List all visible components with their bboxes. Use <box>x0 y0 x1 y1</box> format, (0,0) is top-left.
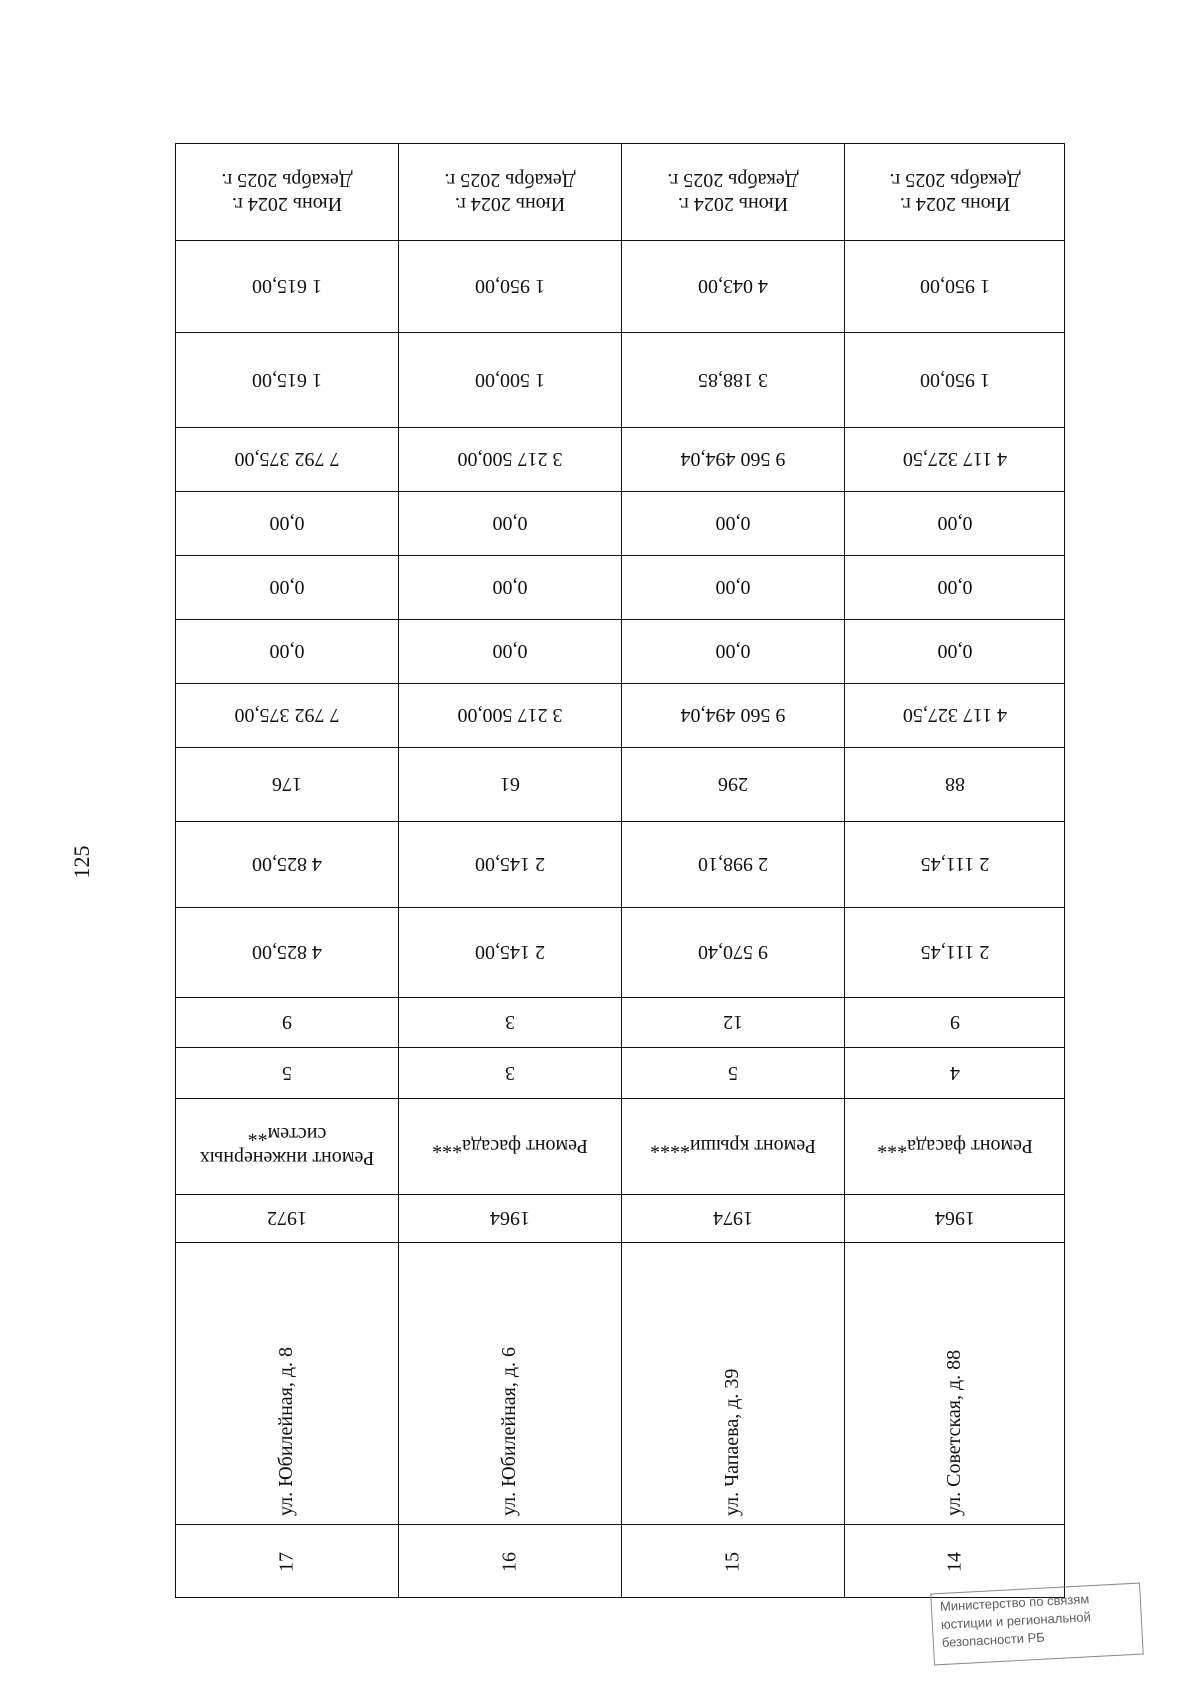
cell-period <box>667 168 798 216</box>
cell-c3: 176 <box>272 773 302 795</box>
cell-entrances: 3 <box>504 1011 515 1033</box>
work-type-line: Ремонт фасада*** <box>431 1135 588 1157</box>
cell-c6: 0,00 <box>269 576 305 598</box>
cell-address: ул. Юбилейная, д. 8 <box>275 1346 297 1516</box>
cell-address: ул. Советская, д. 88 <box>943 1349 965 1516</box>
cell-floors: 5 <box>727 1061 738 1084</box>
cell-work-type <box>877 1134 1033 1158</box>
cell-c6: 0,00 <box>937 576 973 598</box>
cell-entrances: 9 <box>282 1011 292 1033</box>
cell-c5: 0,00 <box>715 640 750 662</box>
period-end: Декабрь 2025 г. <box>889 169 1021 191</box>
cell-row-number: 17 <box>275 1551 298 1572</box>
cell-c10: 1 950,00 <box>920 275 990 297</box>
cell-c3: 61 <box>499 773 520 795</box>
cell-period <box>444 168 575 216</box>
cell-entrances: 9 <box>950 1011 960 1033</box>
cell-c10: 1 615,00 <box>252 275 322 297</box>
cell-c8: 9 560 494,04 <box>680 448 785 470</box>
cell-address: ул. Чапаева, д. 39 <box>720 1368 743 1516</box>
table-row-divider <box>176 619 1064 620</box>
cell-year: 1964 <box>489 1207 530 1229</box>
cell-year: 1974 <box>712 1207 753 1229</box>
cell-c9: 1 615,00 <box>252 368 322 391</box>
cell-c2: 2 998,10 <box>697 853 768 875</box>
cell-c4: 3 217 500,00 <box>457 704 562 726</box>
cell-c8: 7 792 375,00 <box>234 448 340 470</box>
cell-c7: 0,00 <box>269 512 305 534</box>
cell-entrances: 12 <box>722 1011 743 1033</box>
cell-c1: 9 570,40 <box>697 941 768 963</box>
table-row-divider <box>176 1524 1064 1525</box>
cell-c5: 0,00 <box>492 640 527 662</box>
cell-row-number: 15 <box>721 1551 743 1572</box>
cell-work-type <box>200 1122 374 1170</box>
period-start: Июнь 2024 г. <box>231 193 343 215</box>
cell-row-number: 16 <box>498 1551 520 1572</box>
cell-c10: 4 043,00 <box>697 275 768 297</box>
cell-c7: 0,00 <box>715 512 750 534</box>
table-row-divider <box>176 1098 1064 1099</box>
table-row-divider <box>176 747 1064 748</box>
table-row-divider <box>176 427 1064 428</box>
period-end: Декабрь 2025 г. <box>443 169 576 191</box>
cell-c1: 4 825,00 <box>252 941 322 963</box>
cell-work-type <box>432 1134 588 1158</box>
period-start: Июнь 2024 г. <box>899 193 1011 215</box>
period-end: Декабрь 2025 г. <box>221 169 353 191</box>
table-row-divider <box>176 555 1064 556</box>
cell-year: 1972 <box>267 1207 307 1229</box>
table-row-divider <box>176 1194 1064 1195</box>
work-type-line: Ремонт фасада*** <box>877 1135 1033 1157</box>
work-type-line: систем** <box>247 1123 327 1145</box>
cell-c7: 0,00 <box>492 512 527 534</box>
cell-c4: 7 792 375,00 <box>234 704 340 726</box>
cell-work-type <box>649 1134 815 1158</box>
table-row-divider <box>176 821 1064 822</box>
table-row-divider <box>176 491 1064 492</box>
cell-floors: 4 <box>950 1061 960 1084</box>
cell-c8: 4 117 327,50 <box>902 448 1008 470</box>
cell-floors: 5 <box>282 1061 292 1084</box>
table-row-divider <box>176 240 1064 241</box>
work-type-line: Ремонт инженерных <box>199 1147 375 1169</box>
cell-floors: 3 <box>504 1061 515 1084</box>
cell-c2: 4 825,00 <box>252 853 322 875</box>
cell-c2: 2 145,00 <box>474 853 545 875</box>
cell-c4: 4 117 327,50 <box>902 704 1008 726</box>
cell-c1: 2 111,45 <box>920 941 990 963</box>
cell-c1: 2 145,00 <box>474 941 545 963</box>
cell-c5: 0,00 <box>269 640 305 662</box>
table-row-divider <box>176 1047 1064 1048</box>
cell-row-number: 14 <box>943 1551 966 1572</box>
cell-c6: 0,00 <box>492 576 527 598</box>
cell-c9: 3 188,85 <box>697 368 768 391</box>
work-type-line: Ремонт крыши**** <box>649 1135 816 1157</box>
cell-year: 1964 <box>935 1207 975 1229</box>
table-row-divider <box>176 332 1064 333</box>
cell-c3: 296 <box>717 773 748 795</box>
table-row-divider <box>176 907 1064 908</box>
table-column-divider <box>398 144 399 1597</box>
period-end: Декабрь 2025 г. <box>666 169 799 191</box>
cell-c10: 1 950,00 <box>474 275 545 297</box>
cell-c3: 88 <box>945 773 965 795</box>
table-column-divider <box>621 144 622 1597</box>
cell-c2: 2 111,45 <box>920 853 990 875</box>
table-row-divider <box>176 683 1064 684</box>
cell-c9: 1 500,00 <box>474 368 545 391</box>
cell-c9: 1 950,00 <box>920 368 990 391</box>
cell-c4: 9 560 494,04 <box>680 704 785 726</box>
cell-period <box>889 168 1020 216</box>
cell-c5: 0,00 <box>937 640 973 662</box>
registry-table <box>175 143 1065 1598</box>
table-column-divider <box>844 144 845 1597</box>
registration-stamp: Министерство по связям юстиции и региональной безопасности РБ <box>930 1583 1143 1666</box>
table-row-divider <box>176 997 1064 998</box>
period-start: Июнь 2024 г. <box>677 193 788 215</box>
cell-address: ул. Юбилейная, д. 6 <box>497 1346 520 1516</box>
cell-period <box>221 168 352 216</box>
table-row-divider <box>176 1242 1064 1243</box>
cell-c8: 3 217 500,00 <box>457 448 562 470</box>
cell-c6: 0,00 <box>715 576 750 598</box>
period-start: Июнь 2024 г. <box>454 193 565 215</box>
cell-c7: 0,00 <box>937 512 973 534</box>
